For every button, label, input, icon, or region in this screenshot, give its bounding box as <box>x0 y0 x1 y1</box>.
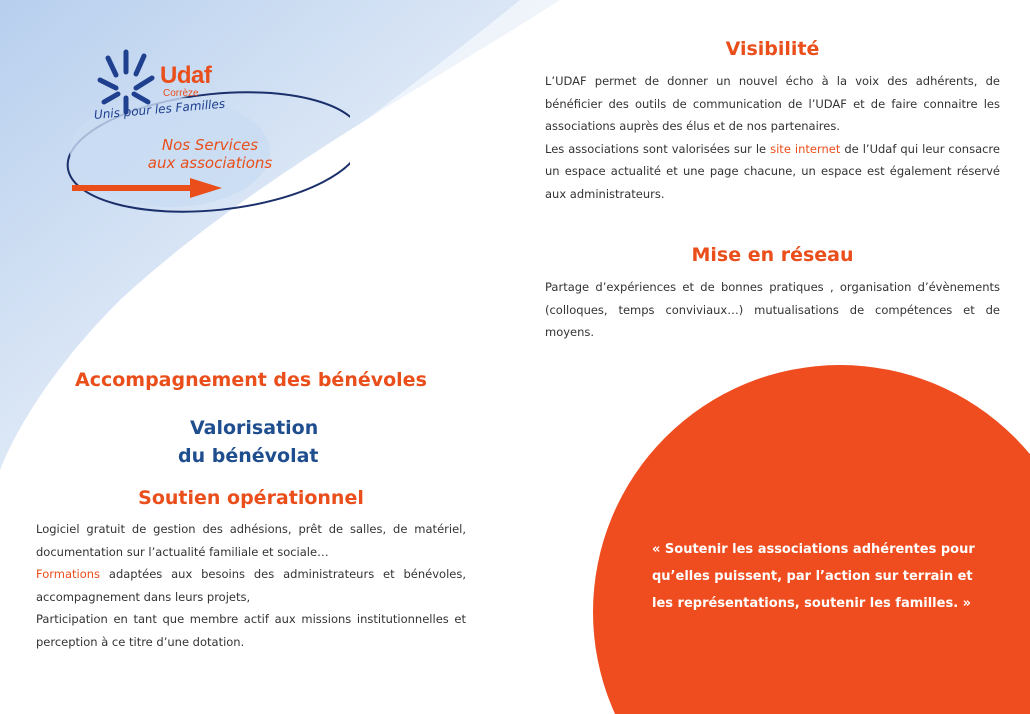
soutien-text <box>36 518 466 653</box>
visibilite-title: Visibilité <box>725 38 820 60</box>
logo-tagline: Unis pour les Familles <box>93 96 226 122</box>
logo-brand: Udaf <box>160 62 212 89</box>
visibilite-p1: L’UDAF permet de donner un nouvel écho à la voix des adhérents, de bénéficier des outils de communication de l’UDAF et de faire connaitre les associations auprès des élus et de nos partenaires. <box>545 74 1000 133</box>
visibilite-p2-after: de l’Udaf qui leur consacre un espace actualité et une page chacune, un espace est également réservé aux administrateurs. <box>545 141 1000 201</box>
soutien-title: Soutien opérationnel <box>138 487 364 509</box>
visibilite-p2-before: Les associations sont valorisées sur le <box>545 141 771 156</box>
services-line1: Nos Services <box>161 136 259 154</box>
valorisation-line1: Valorisation <box>190 417 319 439</box>
soutien-p3: Participation en tant que membre actif aux missions institutionnelles et perception à ce titre d’une dotation. <box>36 612 466 649</box>
accompagnement-title: Accompagnement des bénévoles <box>75 369 427 391</box>
logo-department: Corrèze <box>163 88 199 99</box>
site-internet-link[interactable]: site internet <box>770 141 841 156</box>
arrow-right-icon <box>72 178 232 198</box>
soutien-p1: Logiciel gratuit de gestion des adhésions, prêt de salles, de matériel, documentation sur l’actualité familiale et sociale… <box>36 522 466 559</box>
formations-highlight: Formations <box>36 567 101 581</box>
soutien-p2: adaptées aux besoins des administrateurs et bénévoles, accompagnement dans leurs projets, <box>36 567 466 604</box>
reseau-text: Partage d’expériences et de bonnes pratiques , organisation d’évènements (colloques, temps conviviaux…) mutualisations de compétences et de moyens. <box>545 280 1000 339</box>
reseau-title: Mise en réseau <box>691 244 854 266</box>
valorisation-line2: du bénévolat <box>178 445 319 467</box>
visibilite-text <box>545 70 1000 205</box>
quote-text: « Soutenir les associations adhérentes pour qu’elles puissent, par l’action sur terrain et les représentations, soutenir les familles. » <box>652 542 975 611</box>
services-line2: aux associations <box>147 154 273 172</box>
services-label <box>120 136 300 172</box>
